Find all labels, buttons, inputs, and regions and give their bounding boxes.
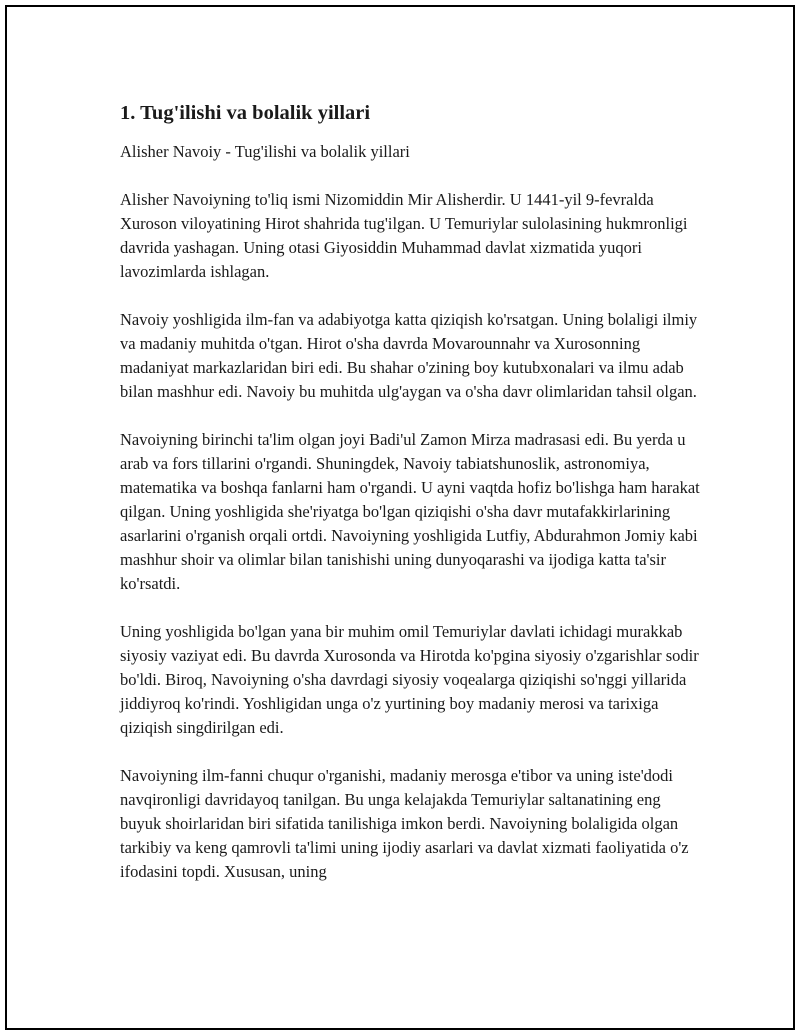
document-body — [120, 99, 700, 884]
section-heading: 1. Tug'ilishi va bolalik yillari — [120, 102, 371, 124]
document-page — [5, 5, 795, 1030]
paragraph-5: Navoiyning ilm-fanni chuqur o'rganishi, madaniy merosga e'tibor va uning iste'dodi navqironligi davridayoq tanilgan. Bu unga kelajakda Temuriylar saltanatining eng buyuk shoirlaridan biri sifatida tanilishiga imkon berdi. Navoiyning bolaligida olgan tarkibiy va keng qamrovli ta'limi uning ijodiy asarlari va davlat xizmati faoliyatida o'z ifodasini topdi. Xususan, uning — [120, 766, 689, 881]
paragraph-3: Navoiyning birinchi ta'lim olgan joyi Badi'ul Zamon Mirza madrasasi edi. Bu yerda u arab va fors tillarini o'rgandi. Shuningdek, Navoiy tabiatshunoslik, astronomiya, matematika va boshqa fanlarni ham o'rgandi. U ayni vaqtda hofiz bo'lishga ham harakat qilgan. Uning yoshligida she'riyatga bo'lgan qiziqishi o'sha davr mutafakkirlarining asarlarini o'rganish orqali ortdi. Navoiyning yoshligida Lutfiy, Abdurahmon Jomiy kabi mashhur shoir va olimlar bilan tanishishi uning dunyoqarashi va ijodiga katta ta'sir ko'rsatdi. — [120, 430, 700, 593]
document-subtitle: Alisher Navoiy - Tug'ilishi va bolalik yillari — [120, 142, 410, 161]
paragraph-2: Navoiy yoshligida ilm-fan va adabiyotga katta qiziqish ko'rsatgan. Uning bolaligi ilmiy va madaniy muhitda o'tgan. Hirot o'sha davrda Movarounnahr va Xurosonning madaniyat markazlaridan biri edi. Bu shahar o'zining boy kutubxonalari va ilmu adab bilan mashhur edi. Navoiy bu muhitda ulg'aygan va o'sha davr olimlaridan tahsil olgan. — [120, 310, 698, 401]
paragraph-1: Alisher Navoiyning to'liq ismi Nizomiddin Mir Alisherdir. U 1441-yil 9-fevralda Xuroson viloyatining Hirot shahrida tug'ilgan. U Temuriylar sulolasining hukmronligi davrida yashagan. Uning otasi Giyosiddin Muhammad davlat xizmatida yuqori lavozimlarda ishlagan. — [120, 190, 688, 281]
paragraph-4: Uning yoshligida bo'lgan yana bir muhim omil Temuriylar davlati ichidagi murakkab siyosiy vaziyat edi. Bu davrda Xurosonda va Hirotda ko'pgina siyosiy o'zgarishlar sodir bo'ldi. Biroq, Navoiyning o'sha davrdagi siyosiy voqealarga qiziqishi so'nggi yillarida jiddiyroq ko'rindi. Yoshligidan unga o'z yurtining boy madaniy merosi va tarixiga qiziqish singdirilgan edi. — [120, 622, 699, 737]
